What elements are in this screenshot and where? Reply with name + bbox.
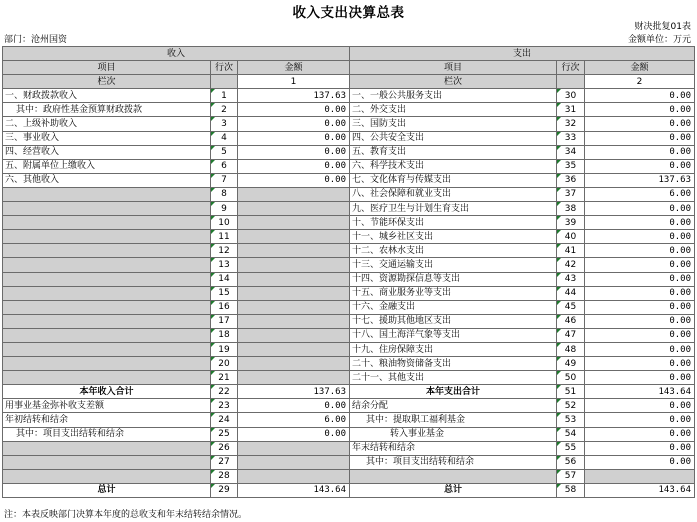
table-row — [3, 131, 695, 145]
expense-item-cell[interactable]: 十一、城乡社区支出 — [350, 230, 557, 244]
expense-amount-cell[interactable]: 0.00 — [585, 455, 695, 469]
expense-amount-cell[interactable]: 143.64 — [585, 385, 695, 399]
expense-amount-cell[interactable]: 0.00 — [585, 399, 695, 413]
expense-amount-cell[interactable]: 0.00 — [585, 300, 695, 314]
expense-item-cell[interactable]: 年末结转和结余 — [350, 441, 557, 455]
expense-amount-cell[interactable]: 0.00 — [585, 159, 695, 173]
income-line-cell[interactable]: 29 — [211, 483, 238, 497]
table-row — [3, 216, 695, 230]
expense-line-cell[interactable]: 50 — [557, 371, 585, 385]
table-row — [3, 300, 695, 314]
income-amount-cell[interactable]: 0.00 — [238, 173, 350, 187]
income-amount-cell[interactable] — [238, 216, 350, 230]
income-amount-cell[interactable] — [238, 258, 350, 272]
expense-line-cell[interactable]: 46 — [557, 314, 585, 328]
expense-line-cell[interactable]: 42 — [557, 258, 585, 272]
expense-line-cell[interactable]: 57 — [557, 469, 585, 483]
expense-line-header[interactable]: 行次 — [557, 61, 585, 75]
table-row — [3, 173, 695, 187]
expense-line-cell[interactable]: 33 — [557, 131, 585, 145]
expense-line-cell[interactable]: 43 — [557, 272, 585, 286]
income-item-cell[interactable] — [3, 272, 211, 286]
expense-item-cell[interactable]: 结余分配 — [350, 399, 557, 413]
income-amount-cell[interactable]: 0.00 — [238, 427, 350, 441]
expense-item-cell[interactable]: 十九、住房保障支出 — [350, 342, 557, 356]
income-amount-cell[interactable] — [238, 469, 350, 483]
income-line-cell[interactable]: 26 — [211, 441, 238, 455]
expense-line-cell[interactable]: 52 — [557, 399, 585, 413]
expense-item-cell[interactable] — [350, 469, 557, 483]
expense-item-cell[interactable]: 一、一般公共服务支出 — [350, 89, 557, 103]
expense-amount-cell[interactable]: 0.00 — [585, 328, 695, 342]
expense-item-header[interactable]: 项目 — [350, 61, 557, 75]
expense-amount-cell[interactable]: 0.00 — [585, 357, 695, 371]
unit-label: 金额单位：万元 — [627, 35, 691, 45]
income-item-cell[interactable] — [3, 286, 211, 300]
income-amount-cell[interactable]: 0.00 — [238, 117, 350, 131]
income-line-cell[interactable]: 2 — [211, 103, 238, 117]
table-row — [3, 357, 695, 371]
income-line-header[interactable]: 行次 — [211, 61, 238, 75]
budget-table — [2, 46, 695, 498]
expense-index-value[interactable]: 2 — [585, 75, 695, 89]
expense-item-cell[interactable]: 八、社会保障和就业支出 — [350, 187, 557, 201]
expense-amount-cell[interactable]: 0.00 — [585, 272, 695, 286]
income-line-cell[interactable]: 4 — [211, 131, 238, 145]
income-line-cell[interactable]: 9 — [211, 202, 238, 216]
income-amount-cell[interactable] — [238, 342, 350, 356]
income-amount-header[interactable]: 金额 — [238, 61, 350, 75]
expense-line-cell[interactable]: 51 — [557, 385, 585, 399]
income-line-cell[interactable]: 7 — [211, 173, 238, 187]
income-item-cell[interactable] — [3, 371, 211, 385]
income-item-cell[interactable] — [3, 230, 211, 244]
expense-item-cell[interactable]: 二十一、其他支出 — [350, 371, 557, 385]
expense-line-cell[interactable]: 34 — [557, 145, 585, 159]
expense-item-cell[interactable]: 二十、粮油物资储备支出 — [350, 357, 557, 371]
income-line-cell[interactable]: 15 — [211, 286, 238, 300]
expense-line-cell[interactable]: 55 — [557, 441, 585, 455]
footnote: 注：本表反映部门决算本年度的总收支和年末结转结余情况。 — [4, 510, 248, 520]
expense-amount-cell[interactable]: 0.00 — [585, 286, 695, 300]
table-row — [3, 145, 695, 159]
expense-section-header[interactable]: 支出 — [350, 47, 695, 61]
income-line-cell[interactable]: 18 — [211, 328, 238, 342]
expense-line-cell[interactable]: 39 — [557, 216, 585, 230]
income-amount-cell[interactable]: 0.00 — [238, 399, 350, 413]
income-amount-cell[interactable] — [238, 272, 350, 286]
table-row — [3, 441, 695, 455]
income-line-cell[interactable]: 11 — [211, 230, 238, 244]
income-item-header[interactable]: 项目 — [3, 61, 211, 75]
expense-amount-cell[interactable]: 0.00 — [585, 89, 695, 103]
income-amount-cell[interactable] — [238, 357, 350, 371]
income-index-label[interactable]: 栏次 — [3, 75, 211, 89]
income-item-cell[interactable] — [3, 187, 211, 201]
income-item-cell[interactable] — [3, 357, 211, 371]
income-line-cell[interactable]: 23 — [211, 399, 238, 413]
table-row — [3, 399, 695, 413]
expense-line-cell[interactable]: 49 — [557, 357, 585, 371]
income-amount-cell[interactable] — [238, 455, 350, 469]
table-row — [3, 230, 695, 244]
table-row — [3, 202, 695, 216]
expense-amount-cell[interactable] — [585, 469, 695, 483]
income-item-cell[interactable]: 年初结转和结余 — [3, 413, 211, 427]
income-amount-cell[interactable]: 6.00 — [238, 413, 350, 427]
budget-table-body — [3, 47, 695, 498]
expense-line-cell[interactable]: 44 — [557, 286, 585, 300]
income-line-cell[interactable]: 25 — [211, 427, 238, 441]
expense-item-cell[interactable]: 六、科学技术支出 — [350, 159, 557, 173]
table-row — [3, 272, 695, 286]
expense-amount-cell[interactable]: 0.00 — [585, 244, 695, 258]
expense-item-cell[interactable]: 十八、国土海洋气象等支出 — [350, 328, 557, 342]
expense-amount-cell[interactable]: 0.00 — [585, 230, 695, 244]
expense-item-cell[interactable]: 十五、商业服务业等支出 — [350, 286, 557, 300]
expense-item-cell[interactable]: 五、教育支出 — [350, 145, 557, 159]
expense-item-cell[interactable]: 本年支出合计 — [350, 385, 557, 399]
expense-line-cell[interactable]: 40 — [557, 230, 585, 244]
expense-item-cell[interactable]: 三、国防支出 — [350, 117, 557, 131]
income-amount-cell[interactable] — [238, 202, 350, 216]
income-item-cell[interactable] — [3, 441, 211, 455]
table-row — [3, 244, 695, 258]
income-item-cell[interactable]: 一、财政拨款收入 — [3, 89, 211, 103]
income-amount-cell[interactable]: 137.63 — [238, 89, 350, 103]
expense-line-cell[interactable]: 53 — [557, 413, 585, 427]
table-row — [3, 413, 695, 427]
expense-line-cell[interactable]: 56 — [557, 455, 585, 469]
income-item-cell[interactable] — [3, 300, 211, 314]
expense-item-cell[interactable]: 十六、金融支出 — [350, 300, 557, 314]
income-index-blank[interactable] — [211, 75, 238, 89]
table-row — [3, 342, 695, 356]
expense-amount-cell[interactable]: 0.00 — [585, 427, 695, 441]
expense-line-cell[interactable]: 58 — [557, 483, 585, 497]
expense-index-blank[interactable] — [557, 75, 585, 89]
income-line-cell[interactable]: 3 — [211, 117, 238, 131]
expense-amount-cell[interactable]: 0.00 — [585, 202, 695, 216]
income-item-cell[interactable]: 其中：政府性基金预算财政拨款 — [3, 103, 211, 117]
expense-amount-cell[interactable]: 0.00 — [585, 371, 695, 385]
expense-amount-cell[interactable]: 0.00 — [585, 131, 695, 145]
income-line-cell[interactable]: 19 — [211, 342, 238, 356]
expense-line-cell[interactable]: 41 — [557, 244, 585, 258]
expense-amount-cell[interactable]: 0.00 — [585, 258, 695, 272]
income-line-cell[interactable]: 24 — [211, 413, 238, 427]
expense-line-cell[interactable]: 54 — [557, 427, 585, 441]
income-item-cell[interactable] — [3, 328, 211, 342]
table-row — [3, 371, 695, 385]
income-line-cell[interactable]: 5 — [211, 145, 238, 159]
table-row — [3, 187, 695, 201]
expense-amount-header[interactable]: 金额 — [585, 61, 695, 75]
income-line-cell[interactable]: 6 — [211, 159, 238, 173]
income-line-cell[interactable]: 10 — [211, 216, 238, 230]
expense-amount-cell[interactable]: 0.00 — [585, 413, 695, 427]
income-item-cell[interactable]: 三、事业收入 — [3, 131, 211, 145]
income-item-cell[interactable] — [3, 244, 211, 258]
expense-item-cell[interactable]: 二、外交支出 — [350, 103, 557, 117]
table-row — [3, 483, 695, 497]
income-line-cell[interactable]: 17 — [211, 314, 238, 328]
income-item-cell[interactable]: 本年收入合计 — [3, 385, 211, 399]
income-section-header[interactable]: 收入 — [3, 47, 350, 61]
expense-line-cell[interactable]: 37 — [557, 187, 585, 201]
income-item-cell[interactable]: 其中：项目支出结转和结余 — [3, 427, 211, 441]
form-number: 财决批复01表 — [634, 22, 691, 32]
expense-item-cell[interactable]: 其中：提取职工福利基金 — [350, 413, 557, 427]
income-amount-cell[interactable] — [238, 187, 350, 201]
expense-amount-cell[interactable]: 6.00 — [585, 187, 695, 201]
expense-amount-cell[interactable]: 0.00 — [585, 216, 695, 230]
income-amount-cell[interactable]: 0.00 — [238, 145, 350, 159]
expense-line-cell[interactable]: 45 — [557, 300, 585, 314]
income-line-cell[interactable]: 14 — [211, 272, 238, 286]
income-item-cell[interactable] — [3, 202, 211, 216]
income-line-cell[interactable]: 28 — [211, 469, 238, 483]
income-amount-cell[interactable] — [238, 314, 350, 328]
expense-amount-cell[interactable]: 0.00 — [585, 103, 695, 117]
table-row — [3, 89, 695, 103]
income-item-cell[interactable] — [3, 314, 211, 328]
income-item-cell[interactable]: 总计 — [3, 483, 211, 497]
expense-line-cell[interactable]: 38 — [557, 202, 585, 216]
expense-line-cell[interactable]: 35 — [557, 159, 585, 173]
expense-item-cell[interactable]: 十四、资源勘探信息等支出 — [350, 272, 557, 286]
table-row — [3, 328, 695, 342]
expense-line-cell[interactable]: 31 — [557, 103, 585, 117]
income-item-cell[interactable]: 六、其他收入 — [3, 173, 211, 187]
expense-item-cell[interactable]: 十七、援助其他地区支出 — [350, 314, 557, 328]
income-line-cell[interactable]: 8 — [211, 187, 238, 201]
table-row — [3, 286, 695, 300]
income-item-cell[interactable] — [3, 469, 211, 483]
expense-item-cell[interactable]: 七、文化体育与传媒支出 — [350, 173, 557, 187]
expense-item-cell[interactable]: 十二、农林水支出 — [350, 244, 557, 258]
expense-amount-cell[interactable]: 0.00 — [585, 117, 695, 131]
income-amount-cell[interactable] — [238, 328, 350, 342]
income-amount-cell[interactable] — [238, 300, 350, 314]
income-amount-cell[interactable]: 0.00 — [238, 131, 350, 145]
expense-line-cell[interactable]: 48 — [557, 342, 585, 356]
income-item-cell[interactable]: 四、经营收入 — [3, 145, 211, 159]
expense-amount-cell[interactable]: 0.00 — [585, 441, 695, 455]
column-header-row — [3, 61, 695, 75]
income-amount-cell[interactable] — [238, 244, 350, 258]
department-label: 部门：沧州国资 — [4, 35, 68, 45]
income-line-cell[interactable]: 13 — [211, 258, 238, 272]
section-header-row — [3, 47, 695, 61]
income-amount-cell[interactable]: 137.63 — [238, 385, 350, 399]
expense-line-cell[interactable]: 32 — [557, 117, 585, 131]
income-amount-cell[interactable]: 143.64 — [238, 483, 350, 497]
income-amount-cell[interactable] — [238, 230, 350, 244]
income-line-cell[interactable]: 20 — [211, 357, 238, 371]
income-line-cell[interactable]: 21 — [211, 371, 238, 385]
income-amount-cell[interactable] — [238, 441, 350, 455]
table-row — [3, 103, 695, 117]
expense-item-cell[interactable]: 总计 — [350, 483, 557, 497]
expense-amount-cell[interactable]: 0.00 — [585, 314, 695, 328]
table-row — [3, 117, 695, 131]
income-amount-cell[interactable]: 0.00 — [238, 103, 350, 117]
income-line-cell[interactable]: 12 — [211, 244, 238, 258]
income-item-cell[interactable] — [3, 216, 211, 230]
income-item-cell[interactable] — [3, 342, 211, 356]
income-line-cell[interactable]: 22 — [211, 385, 238, 399]
expense-item-cell[interactable]: 四、公共安全支出 — [350, 131, 557, 145]
table-row — [3, 455, 695, 469]
expense-item-cell[interactable]: 转入事业基金 — [350, 427, 557, 441]
income-item-cell[interactable]: 二、上级补助收入 — [3, 117, 211, 131]
column-index-row — [3, 75, 695, 89]
expense-item-cell[interactable]: 十三、交通运输支出 — [350, 258, 557, 272]
expense-amount-cell[interactable]: 0.00 — [585, 145, 695, 159]
income-item-cell[interactable]: 用事业基金弥补收支差额 — [3, 399, 211, 413]
expense-line-cell[interactable]: 36 — [557, 173, 585, 187]
expense-index-label[interactable]: 栏次 — [350, 75, 557, 89]
expense-amount-cell[interactable]: 143.64 — [585, 483, 695, 497]
expense-line-cell[interactable]: 47 — [557, 328, 585, 342]
report-title: 收入支出决算总表 — [292, 5, 405, 21]
income-line-cell[interactable]: 27 — [211, 455, 238, 469]
income-index-value[interactable]: 1 — [238, 75, 350, 89]
income-amount-cell[interactable]: 0.00 — [238, 159, 350, 173]
income-item-cell[interactable] — [3, 455, 211, 469]
table-row — [3, 427, 695, 441]
expense-amount-cell[interactable]: 137.63 — [585, 173, 695, 187]
income-line-cell[interactable]: 1 — [211, 89, 238, 103]
table-row — [3, 314, 695, 328]
expense-item-cell[interactable]: 九、医疗卫生与计划生育支出 — [350, 202, 557, 216]
expense-item-cell[interactable]: 其中：项目支出结转和结余 — [350, 455, 557, 469]
table-row — [3, 159, 695, 173]
income-amount-cell[interactable] — [238, 286, 350, 300]
income-amount-cell[interactable] — [238, 371, 350, 385]
income-item-cell[interactable] — [3, 258, 211, 272]
income-line-cell[interactable]: 16 — [211, 300, 238, 314]
expense-amount-cell[interactable]: 0.00 — [585, 342, 695, 356]
expense-line-cell[interactable]: 30 — [557, 89, 585, 103]
table-row — [3, 469, 695, 483]
expense-item-cell[interactable]: 十、节能环保支出 — [350, 216, 557, 230]
table-row — [3, 385, 695, 399]
table-row — [3, 258, 695, 272]
income-item-cell[interactable]: 五、附属单位上缴收入 — [3, 159, 211, 173]
